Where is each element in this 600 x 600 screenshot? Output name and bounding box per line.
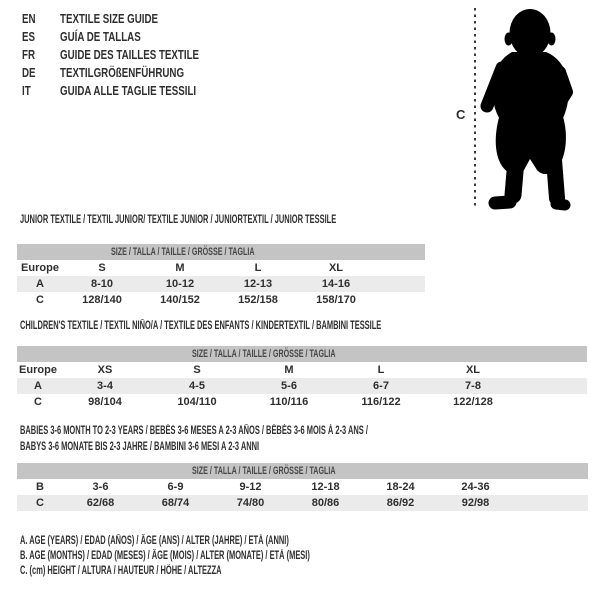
language-code: ES [22,29,36,44]
size-cell: 24-36 [461,481,490,493]
spacer-cell [519,394,587,410]
size-cell: 68/74 [138,495,213,511]
size-table [17,244,425,308]
size-cell: 86/92 [363,495,438,511]
size-cell: 62/68 [63,495,138,511]
table-row [17,394,587,410]
size-cell: 14-16 [297,276,375,292]
size-cell: 7-8 [427,378,519,394]
row-label: A [17,276,63,292]
size-table [17,463,588,511]
size-cell: 74/80 [213,495,288,511]
size-cell: 4-5 [151,378,243,394]
language-row [22,46,245,64]
size-cell: 116/122 [361,396,401,408]
language-label: GUIDA ALLE TAGLIE TESSILI [60,83,197,98]
size-cell: 92/98 [438,495,513,511]
table-header-row [17,346,587,362]
language-label: GUIDE DES TAILLES TEXTILE [60,47,200,62]
size-cell: L [377,364,385,376]
table-header-bar: SIZE / TALLA / TAILLE / GRÖSSE / TAGLIA [17,244,425,260]
size-cell: S [193,364,201,376]
table-row [17,260,425,276]
size-cell: 110/116 [269,396,309,408]
size-cell: XL [328,262,344,274]
size-cell: 128/140 [82,294,122,306]
footnote-line: B. AGE (MONTHS) / EDAD (MESES) / ÂGE (MOIS) / ALTER (MONATE) / ETÀ (MESI) [20,550,310,562]
size-cell: M [284,364,294,376]
language-label: TEXTILGRÖßENFÜHRUNG [60,65,185,80]
size-cell: 140/152 [160,294,200,306]
baby-silhouette-icon [480,6,580,212]
table-header-bar: SIZE / TALLA / TAILLE / GRÖSSE / TAGLIA [17,463,588,479]
table-row [17,378,587,394]
spacer-cell [375,260,425,276]
size-cell: 8-10 [63,276,141,292]
language-row [22,28,245,46]
language-code: EN [22,11,36,26]
row-label: C [17,495,63,511]
spacer-cell [519,362,587,378]
language-list [22,10,245,100]
size-table [17,346,587,410]
size-section [17,423,588,511]
language-code: FR [22,47,36,62]
language-code: DE [22,65,36,80]
footnotes [20,534,466,579]
table-row [17,362,587,378]
section-title-line: BABYS 3-6 MONATE BIS 2-3 JAHRE / BAMBINI 3-6 MESI A 2-3 ANNI [20,441,260,453]
language-row [22,10,245,28]
size-cell: 152/158 [238,294,278,306]
size-cell: 3-4 [59,378,151,394]
language-label: GUÍA DE TALLAS [60,29,141,44]
size-cell: 6-7 [335,378,427,394]
row-label: C [36,294,44,306]
table-row [17,495,588,511]
row-label: C [34,396,42,408]
size-cell: 6-9 [167,481,184,493]
row-label: Europe [19,364,57,376]
section-title [17,212,506,228]
section-title-line: BABIES 3-6 MONTH TO 2-3 YEARS / BEBÉS 3-6 MESES A 2-3 AÑOS / BÉBÉS 3-6 MOIS À 2-3 ANS / [20,425,368,437]
size-cell: 5-6 [243,378,335,394]
row-label: A [17,378,59,394]
size-cell: 18-24 [386,481,415,493]
spacer-cell [375,292,425,308]
row-label: B [36,481,44,493]
size-cell: L [254,262,262,274]
row-label: Europe [21,262,59,274]
table-header-row [17,463,588,479]
size-cell: 3-6 [92,481,109,493]
language-label: TEXTILE SIZE GUIDE [60,11,159,26]
size-cell: 104/110 [177,396,217,408]
size-cell: 98/104 [88,396,122,408]
size-cell: 9-12 [239,481,262,493]
table-row [17,276,425,292]
section-title-line: CHILDREN'S TEXTILE / TEXTIL NIÑO/A / TEXTILE DES ENFANTS / KINDERTEXTIL / BAMBINI TESSILE [20,320,382,332]
height-marker-label: C [456,107,466,122]
size-cell: S [98,262,106,274]
size-cell: 158/170 [316,294,356,306]
size-cell: 12-13 [219,276,297,292]
height-dotted-line [474,8,476,208]
size-cell: 10-12 [141,276,219,292]
size-cell: 122/128 [453,396,493,408]
language-row [22,64,245,82]
size-cell: M [175,262,185,274]
table-header-row [17,244,425,260]
spacer-cell [375,276,425,292]
size-section [17,318,587,410]
size-cell: XS [97,364,113,376]
section-title-line: JUNIOR TEXTILE / TEXTIL JUNIOR/ TEXTILE JUNIOR / JUNIORTEXTIL / JUNIOR TESSILE [20,214,337,226]
language-row [22,82,245,100]
section-title [17,423,588,455]
footnote-line: C. (cm) HEIGHT / ALTURA / HAUTEUR / HÖHE / ALTEZZA [20,565,222,577]
table-row [17,292,425,308]
size-cell: 12-18 [311,481,340,493]
size-cell: XL [465,364,481,376]
spacer-cell [519,378,587,394]
section-title [17,318,587,334]
language-code: IT [22,83,31,98]
size-cell: 80/86 [288,495,363,511]
table-header-bar: SIZE / TALLA / TAILLE / GRÖSSE / TAGLIA [17,346,587,362]
spacer-cell [513,495,588,511]
spacer-cell [513,479,588,495]
footnote-line: A. AGE (YEARS) / EDAD (AÑOS) / ÂGE (ANS) / ALTER (JAHRE) / ETÀ (ANNI) [20,535,289,547]
size-section [17,212,506,308]
table-row [17,479,588,495]
